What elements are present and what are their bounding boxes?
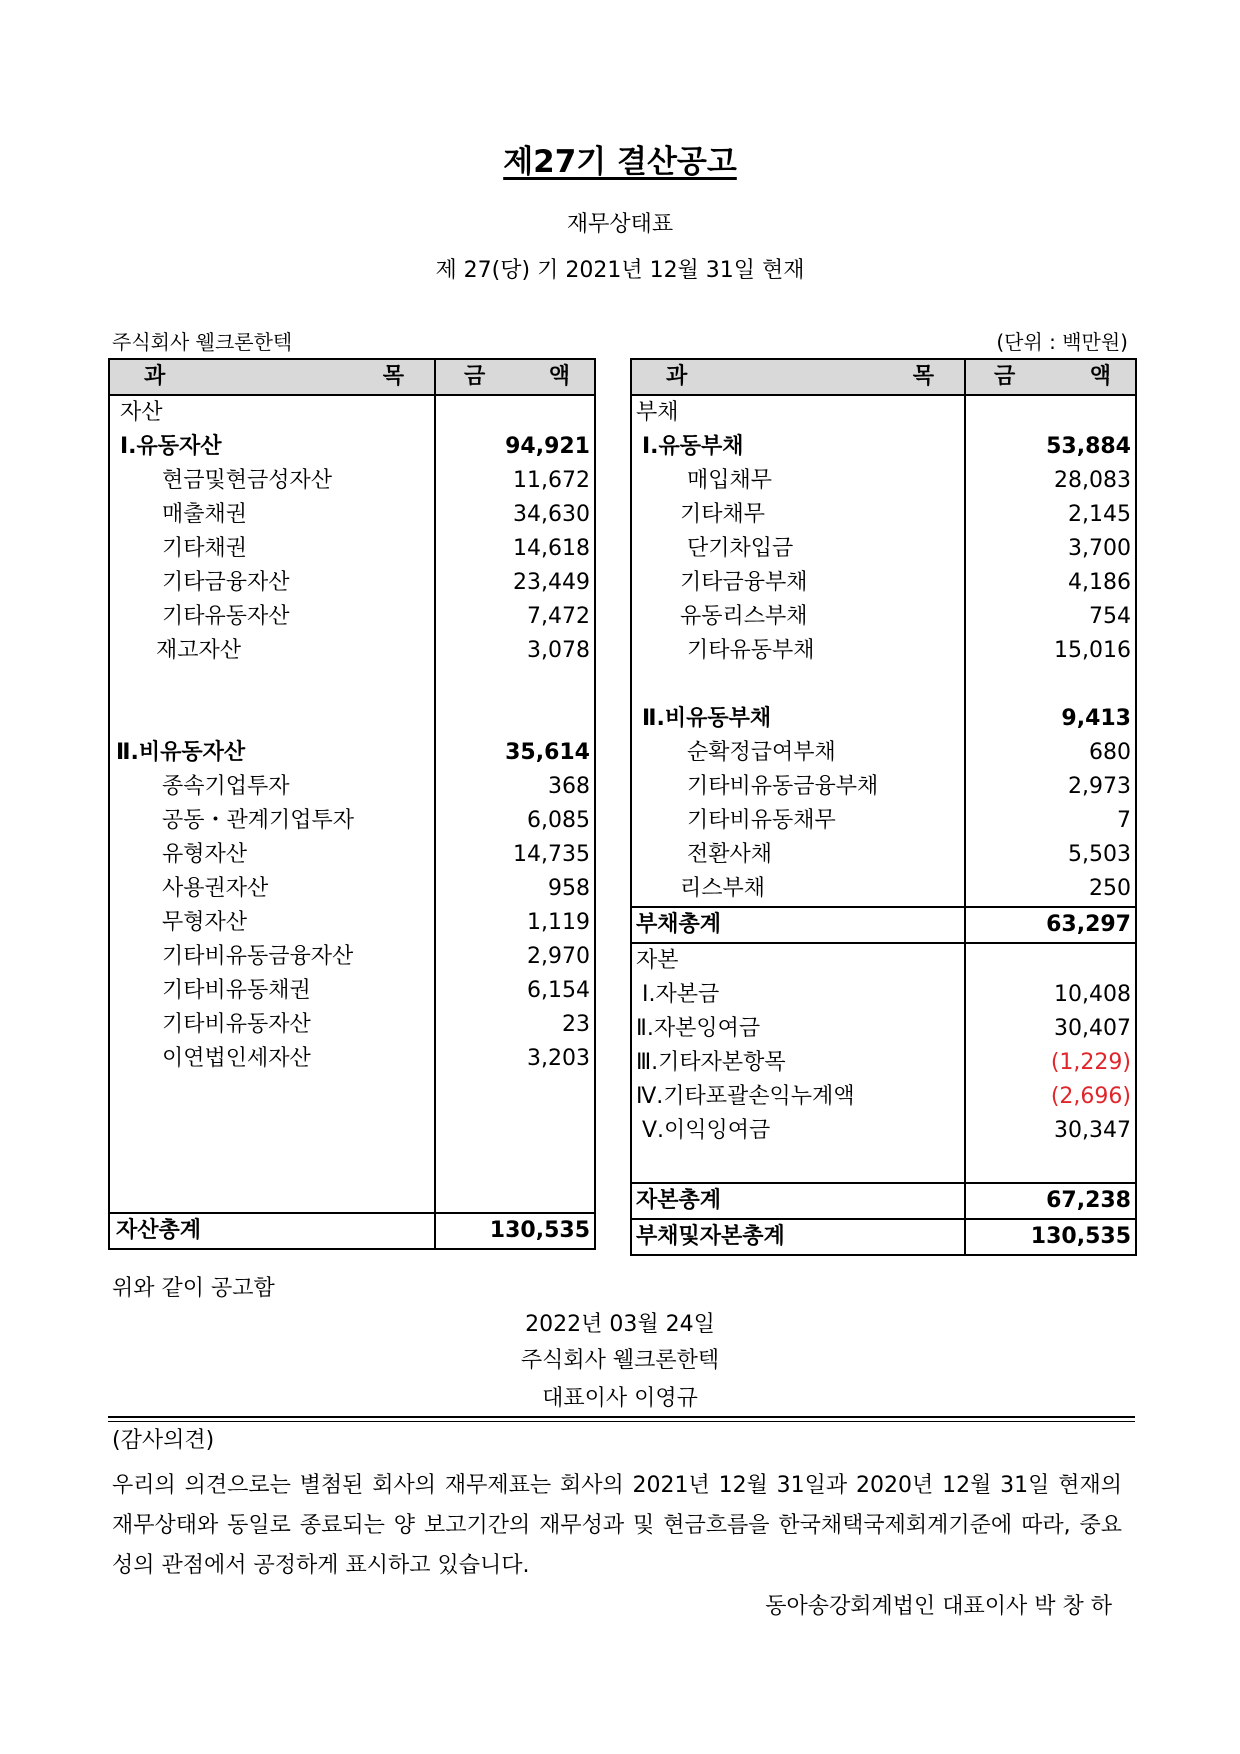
row-label: 기타유동자산 bbox=[109, 600, 435, 634]
row-value: 67,238 bbox=[965, 1183, 1136, 1219]
blank-row bbox=[631, 1148, 1136, 1183]
blank-row bbox=[109, 1178, 595, 1213]
table-row bbox=[631, 943, 1136, 978]
row-label: 이연법인세자산 bbox=[109, 1042, 435, 1076]
row-value: 7,472 bbox=[435, 600, 595, 634]
row-label: Ⅲ.기타자본항목 bbox=[631, 1046, 965, 1080]
table-row bbox=[631, 566, 1136, 600]
row-label: 기타비유동금융부채 bbox=[631, 770, 965, 804]
grand-total-row bbox=[631, 1219, 1136, 1255]
blank-row bbox=[109, 1076, 595, 1110]
table-row bbox=[631, 634, 1136, 668]
table-row bbox=[631, 1114, 1136, 1148]
table-row bbox=[109, 974, 595, 1008]
table-row bbox=[631, 1080, 1136, 1114]
table-row bbox=[109, 940, 595, 974]
row-value: 3,700 bbox=[965, 532, 1136, 566]
table-row bbox=[631, 532, 1136, 566]
row-label: 기타비유동금융자산 bbox=[109, 940, 435, 974]
row-label: 단기차입금 bbox=[631, 532, 965, 566]
section-label-assets: 자산 bbox=[109, 395, 435, 430]
table-row bbox=[631, 498, 1136, 532]
table-row bbox=[109, 1042, 595, 1076]
row-value: 14,618 bbox=[435, 532, 595, 566]
row-value: 754 bbox=[965, 600, 1136, 634]
row-value: 23 bbox=[435, 1008, 595, 1042]
page-title: 제27기 결산공고 bbox=[503, 144, 737, 180]
row-label: 순확정급여부채 bbox=[631, 736, 965, 770]
row-value: 9,413 bbox=[965, 702, 1136, 736]
row-value: 250 bbox=[965, 872, 1136, 907]
assets-table bbox=[108, 358, 596, 1250]
row-label: 재고자산 bbox=[109, 634, 435, 668]
row-value: 14,735 bbox=[435, 838, 595, 872]
equity-total-row bbox=[631, 1183, 1136, 1219]
table-row bbox=[631, 736, 1136, 770]
statement-period: 제 27(당) 기 2021년 12월 31일 현재 bbox=[435, 258, 805, 283]
signer-company: 주식회사 웰크론한텍 bbox=[520, 1348, 720, 1373]
row-value: 15,016 bbox=[965, 634, 1136, 668]
row-label: 매출채권 bbox=[109, 498, 435, 532]
row-value: 23,449 bbox=[435, 566, 595, 600]
row-label: 자산총계 bbox=[109, 1213, 435, 1249]
row-value: 958 bbox=[435, 872, 595, 906]
item-header: 과 목 bbox=[109, 359, 435, 395]
row-label: Ⅱ.비유동부채 bbox=[631, 702, 965, 736]
row-label: 기타채권 bbox=[109, 532, 435, 566]
row-value: 28,083 bbox=[965, 464, 1136, 498]
row-label: 기타비유동자산 bbox=[109, 1008, 435, 1042]
row-label: 기타채무 bbox=[631, 498, 965, 532]
row-value: 5,503 bbox=[965, 838, 1136, 872]
row-label: 종속기업투자 bbox=[109, 770, 435, 804]
table-row bbox=[109, 395, 595, 430]
table-row bbox=[631, 978, 1136, 1012]
table-row bbox=[109, 566, 595, 600]
row-value: 94,921 bbox=[435, 430, 595, 464]
row-label: Ⅴ.이익잉여금 bbox=[631, 1114, 965, 1148]
assets-total-row bbox=[109, 1213, 595, 1249]
table-row bbox=[631, 600, 1136, 634]
row-value: 2,145 bbox=[965, 498, 1136, 532]
row-value: 3,078 bbox=[435, 634, 595, 668]
row-label: 부채총계 bbox=[631, 907, 965, 943]
row-label: Ⅰ.유동부채 bbox=[631, 430, 965, 464]
row-label: Ⅱ.비유동자산 bbox=[109, 736, 435, 770]
row-value: 7 bbox=[965, 804, 1136, 838]
row-label: 무형자산 bbox=[109, 906, 435, 940]
row-label: Ⅰ.자본금 bbox=[631, 978, 965, 1012]
table-row bbox=[631, 464, 1136, 498]
row-value: 11,672 bbox=[435, 464, 595, 498]
audit-opinion-text: 우리의 의견으로는 별첨된 회사의 재무제표는 회사의 2021년 12월 31일과 2020년 12월 31일 현재의 재무상태와 동일로 종료되는 양 보고기간의 재무성과 및 현금흐름을 한국채택국제회계기준에 따라, 중요성의 관점에서 공정하게 표시하고 있습니다. bbox=[112, 1473, 1122, 1578]
row-value: 53,884 bbox=[965, 430, 1136, 464]
table-row bbox=[109, 532, 595, 566]
item-header: 과 목 bbox=[631, 359, 965, 395]
double-divider-top bbox=[108, 1416, 1135, 1418]
table-row bbox=[109, 634, 595, 668]
table-row bbox=[631, 770, 1136, 804]
row-label: 기타금융부채 bbox=[631, 566, 965, 600]
row-label: 기타비유동채무 bbox=[631, 804, 965, 838]
table-header-row bbox=[109, 359, 595, 395]
amount-header: 금 액 bbox=[965, 359, 1136, 395]
blank-row bbox=[109, 1144, 595, 1178]
row-value: 4,186 bbox=[965, 566, 1136, 600]
row-value: 6,154 bbox=[435, 974, 595, 1008]
double-divider-bottom bbox=[108, 1421, 1135, 1422]
row-value: 680 bbox=[965, 736, 1136, 770]
row-label: Ⅱ.자본잉여금 bbox=[631, 1012, 965, 1046]
row-value: 63,297 bbox=[965, 907, 1136, 943]
table-row bbox=[631, 804, 1136, 838]
row-label: 자본총계 bbox=[631, 1183, 965, 1219]
row-value: 3,203 bbox=[435, 1042, 595, 1076]
row-label: 기타금융자산 bbox=[109, 566, 435, 600]
table-row bbox=[631, 838, 1136, 872]
row-value: 130,535 bbox=[965, 1219, 1136, 1255]
row-label: 사용권자산 bbox=[109, 872, 435, 906]
announcement-date: 2022년 03월 24일 bbox=[525, 1312, 715, 1337]
table-row bbox=[109, 464, 595, 498]
row-value: 6,085 bbox=[435, 804, 595, 838]
row-label: 매입채무 bbox=[631, 464, 965, 498]
table-header-row bbox=[631, 359, 1136, 395]
row-value: 130,535 bbox=[435, 1213, 595, 1249]
table-row bbox=[631, 395, 1136, 430]
section-label-liabilities: 부채 bbox=[631, 395, 965, 430]
table-row bbox=[631, 1012, 1136, 1046]
table-row bbox=[631, 1046, 1136, 1080]
row-value: 2,970 bbox=[435, 940, 595, 974]
table-row bbox=[109, 906, 595, 940]
row-value: 35,614 bbox=[435, 736, 595, 770]
row-value: 1,119 bbox=[435, 906, 595, 940]
row-value: (2,696) bbox=[965, 1080, 1136, 1114]
table-row bbox=[109, 1008, 595, 1042]
statement-name: 재무상태표 bbox=[566, 212, 674, 237]
table-row bbox=[109, 838, 595, 872]
table-row bbox=[631, 872, 1136, 907]
signer-ceo: 대표이사 이영규 bbox=[542, 1386, 698, 1411]
row-label: 기타비유동채권 bbox=[109, 974, 435, 1008]
liabilities-total-row bbox=[631, 907, 1136, 943]
row-value: 368 bbox=[435, 770, 595, 804]
table-row bbox=[109, 804, 595, 838]
table-row bbox=[109, 498, 595, 532]
company-name: 주식회사 웰크론한텍 bbox=[112, 330, 293, 354]
blank-row bbox=[631, 668, 1136, 702]
table-row bbox=[109, 430, 595, 464]
audit-heading: (감사의견) bbox=[112, 1428, 215, 1453]
row-label: Ⅰ.유동자산 bbox=[109, 430, 435, 464]
table-row bbox=[109, 736, 595, 770]
row-value: 30,347 bbox=[965, 1114, 1136, 1148]
amount-header: 금 액 bbox=[435, 359, 595, 395]
table-row bbox=[631, 430, 1136, 464]
row-label: 공동・관계기업투자 bbox=[109, 804, 435, 838]
unit-label: (단위 : 백만원) bbox=[996, 330, 1128, 354]
row-value: 34,630 bbox=[435, 498, 595, 532]
row-label: 부채및자본총계 bbox=[631, 1219, 965, 1255]
row-value: (1,229) bbox=[965, 1046, 1136, 1080]
row-value: 10,408 bbox=[965, 978, 1136, 1012]
row-label: 현금및현금성자산 bbox=[109, 464, 435, 498]
row-label: 전환사채 bbox=[631, 838, 965, 872]
liabilities-equity-table bbox=[630, 358, 1137, 1256]
row-label: 유동리스부채 bbox=[631, 600, 965, 634]
row-value: 2,973 bbox=[965, 770, 1136, 804]
row-label: Ⅳ.기타포괄손익누계액 bbox=[631, 1080, 965, 1114]
table-row bbox=[109, 600, 595, 634]
blank-row bbox=[109, 1110, 595, 1144]
table-row bbox=[109, 872, 595, 906]
row-label: 리스부채 bbox=[631, 872, 965, 907]
section-label-equity: 자본 bbox=[631, 943, 965, 978]
row-value: 30,407 bbox=[965, 1012, 1136, 1046]
auditor-signature: 동아송강회계법인 대표이사 박 창 하 bbox=[765, 1594, 1112, 1619]
table-row bbox=[109, 770, 595, 804]
row-label: 유형자산 bbox=[109, 838, 435, 872]
row-label: 기타유동부채 bbox=[631, 634, 965, 668]
blank-row bbox=[109, 702, 595, 736]
table-row bbox=[631, 702, 1136, 736]
notice-text: 위와 같이 공고함 bbox=[112, 1276, 275, 1301]
blank-row bbox=[109, 668, 595, 702]
